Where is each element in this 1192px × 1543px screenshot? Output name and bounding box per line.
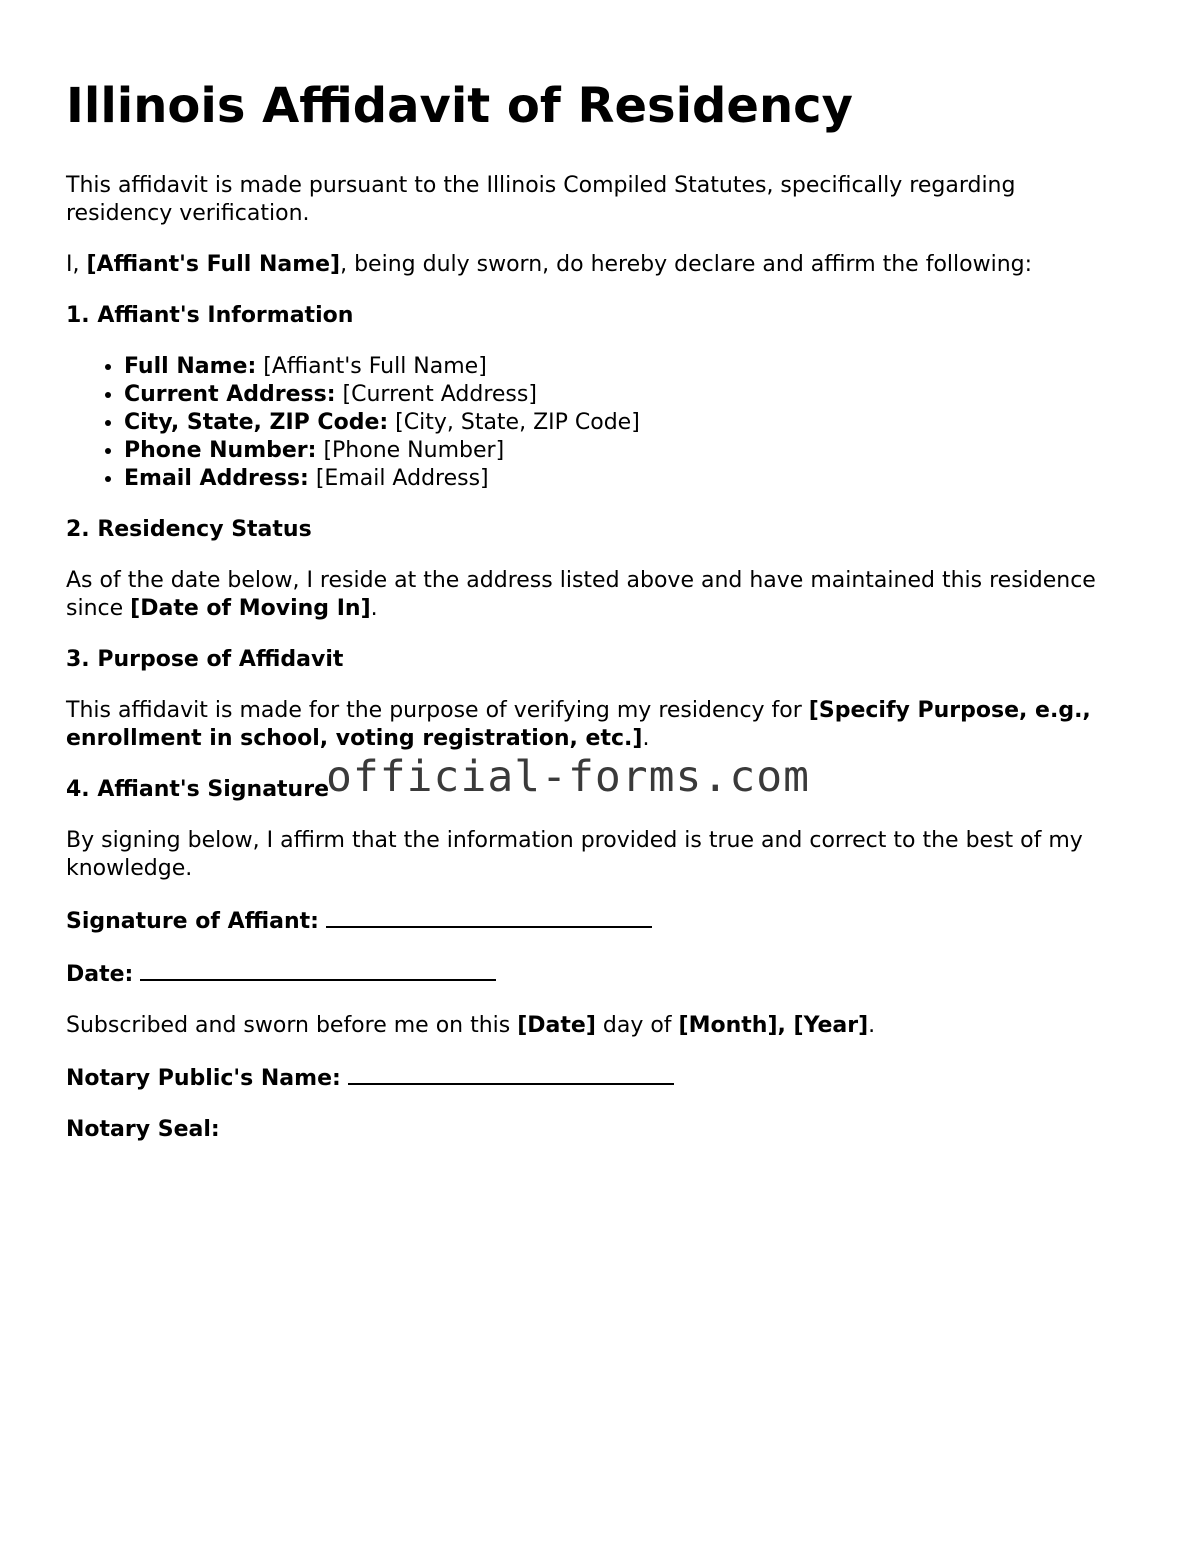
- notary-name-line[interactable]: [348, 1063, 674, 1085]
- sworn-prefix: Subscribed and sworn before me on this: [66, 1012, 518, 1038]
- document-title: Illinois Affidavit of Residency: [66, 78, 853, 134]
- list-item-value: [Phone Number]: [316, 437, 505, 463]
- declaration-prefix: I,: [66, 251, 87, 277]
- date-label: Date:: [66, 961, 134, 987]
- document-page: [66, 78, 1126, 1167]
- list-item-value: [Email Address]: [308, 465, 489, 491]
- signature-label: Signature of Affiant:: [66, 908, 319, 934]
- list-item-label: Phone Number:: [124, 437, 317, 463]
- signature-line[interactable]: [326, 906, 652, 928]
- list-item: [124, 437, 1126, 465]
- sworn-statement: [66, 1012, 1126, 1040]
- signature-field: [66, 906, 1126, 936]
- date-line[interactable]: [140, 959, 496, 981]
- sworn-middle: day of: [595, 1012, 679, 1038]
- declaration-paragraph: [66, 251, 1126, 279]
- list-item-label: Current Address:: [124, 381, 336, 407]
- sworn-suffix: .: [868, 1012, 876, 1038]
- watermark: official-forms.com: [326, 752, 810, 802]
- list-item-label: Email Address:: [124, 465, 309, 491]
- notary-seal-field: [66, 1116, 1126, 1144]
- signature-statement: By signing below, I affirm that the information provided is true and correct to the best of my knowledge.: [66, 827, 1083, 881]
- section-4-heading: 4. Affiant's Signature: [66, 776, 329, 802]
- purpose-text: This affidavit is made for the purpose of verifying my residency for: [66, 697, 809, 723]
- affiant-info-list: [66, 353, 1126, 493]
- notary-seal-label: Notary Seal:: [66, 1116, 220, 1142]
- date-field: [66, 959, 1126, 989]
- list-item: [124, 465, 1126, 493]
- list-item: [124, 381, 1126, 409]
- purpose-paragraph: [66, 697, 1126, 753]
- sworn-month-year-placeholder: [Month], [Year]: [678, 1012, 869, 1038]
- purpose-text-end: .: [642, 725, 650, 751]
- list-item: [124, 409, 1126, 437]
- affiant-name-placeholder: [Affiant's Full Name]: [86, 251, 341, 277]
- list-item: [124, 353, 1126, 381]
- list-item-value: [Affiant's Full Name]: [256, 353, 487, 379]
- intro-paragraph: This affidavit is made pursuant to the Illinois Compiled Statutes, specifically regarding residency verification.: [66, 172, 1016, 226]
- residency-text: As of the date below, I reside at the address listed above and have maintained this residence since: [66, 567, 1096, 621]
- section-3-heading: 3. Purpose of Affidavit: [66, 646, 344, 672]
- notary-name-label: Notary Public's Name:: [66, 1065, 341, 1091]
- list-item-value: [Current Address]: [335, 381, 537, 407]
- residency-text-end: .: [370, 595, 378, 621]
- list-item-label: Full Name:: [124, 353, 257, 379]
- residency-status-paragraph: [66, 567, 1126, 623]
- move-in-date-placeholder: [Date of Moving In]: [130, 595, 371, 621]
- notary-name-field: [66, 1063, 1126, 1093]
- section-2-heading: 2. Residency Status: [66, 516, 312, 542]
- sworn-date-placeholder: [Date]: [517, 1012, 596, 1038]
- declaration-suffix: , being duly sworn, do hereby declare and affirm the following:: [340, 251, 1033, 277]
- list-item-label: City, State, ZIP Code:: [124, 409, 389, 435]
- list-item-value: [City, State, ZIP Code]: [388, 409, 640, 435]
- section-1-heading: 1. Affiant's Information: [66, 302, 354, 328]
- purpose-placeholder: [Specify Purpose, e.g., enrollment in school, voting registration, etc.]: [66, 697, 1091, 751]
